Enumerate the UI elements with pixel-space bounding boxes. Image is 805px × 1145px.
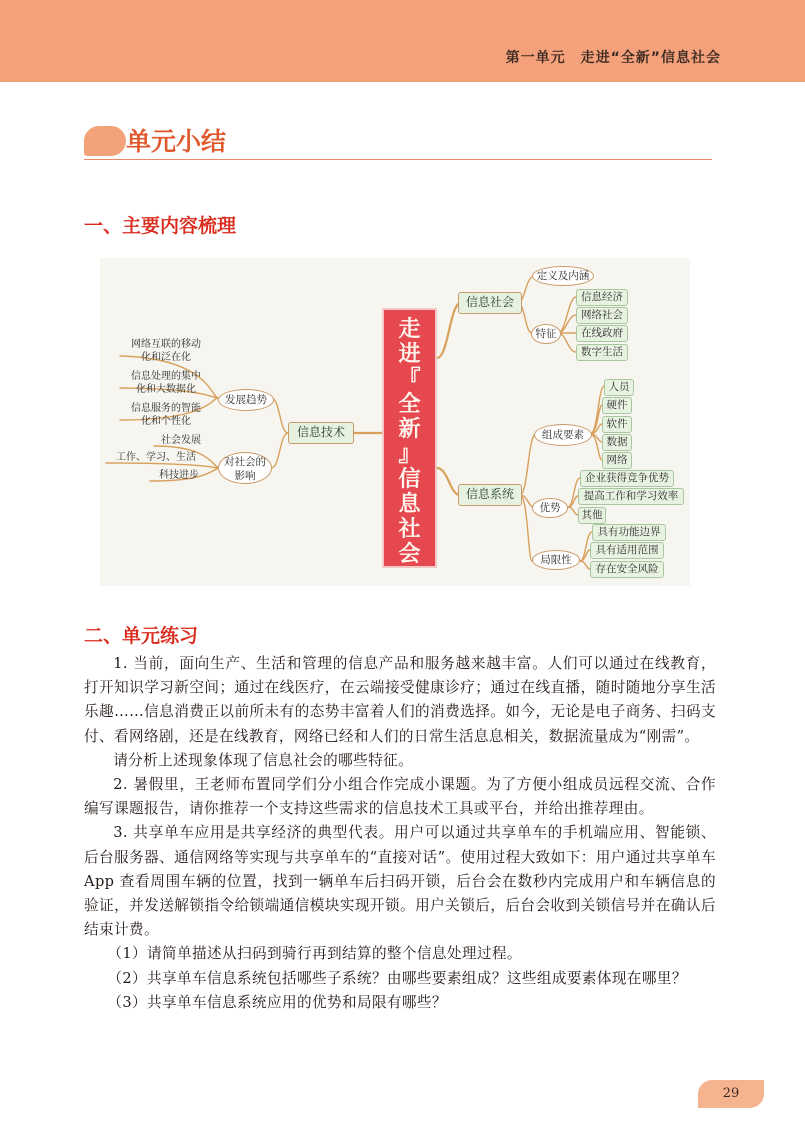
exercise-paragraph: 1. 当前，面向生产、生活和管理的信息产品和服务越来越丰富。人们可以通过在线教育，打开知识学习新空间；通过在线医疗，在云端接受健康诊疗；通过在线直播，随时随地分享生活乐趣……信息消费正以前所未有的态势丰富着人们的消费选择。如今，无论是电子商务、扫码支付、看网络剧，还是在线教育，网络已经和人们的日常生活息息相关，数据流量成为“刚需”。: [84, 655, 716, 745]
trend-item: 网络互联的移动 化和泛在化: [131, 339, 201, 363]
chapter-title: 第一单元 走进“全新”信息社会: [505, 50, 721, 66]
exercise-question: （2）共享单车信息系统包括哪些子系统？由哪些要素组成？这些组成要素体现在哪里？: [107, 969, 687, 987]
node-feature: 特征: [531, 324, 561, 344]
advantage-item: 企业获得竞争优势: [580, 470, 674, 487]
unit-summary-heading: [84, 120, 712, 160]
impact-item: 社会发展: [161, 435, 201, 446]
branch-system: [437, 468, 460, 495]
component-item: 人员: [604, 379, 634, 396]
impact-item: 科技进步: [159, 470, 199, 481]
advantage-item: 提高工作和学习效率: [578, 488, 684, 505]
node-trend: 发展趋势: [218, 389, 274, 411]
node-advantages: 优势: [532, 498, 568, 518]
impact-item: 工作、学习、生活: [116, 452, 196, 463]
node-info-system: 信息系统: [458, 484, 522, 506]
exercise-paragraph: 请分析上述现象体现了信息社会的哪些特征。: [113, 751, 414, 769]
branch-society: [437, 303, 460, 358]
mind-map: [100, 258, 690, 586]
node-info-society: 信息社会: [458, 292, 522, 314]
section-heading-exercises: 二、单元练习: [84, 625, 199, 647]
node-limits: 局限性: [532, 550, 580, 570]
limit-item: 存在安全风险: [590, 561, 664, 578]
component-item: 网络: [602, 452, 632, 469]
exercise-question: （1）请简单描述从扫码到骑行再到结算的整个信息处理过程。: [107, 945, 522, 963]
component-item: 软件: [602, 416, 632, 433]
exercise-paragraph: 3. 共享单车应用是共享经济的典型代表。用户可以通过共享单车的手机端应用、智能锁、后台服务器、通信网络等实现与共享单车的“直接对话”。使用过程大致如下：用户通过共享单车 App 查看周围车辆的位置，找到一辆单车后扫码开锁，后台会在数秒内完成用户和车辆信息的验证，并发送解锁指令给锁端通信模块实现开锁。用户关锁后，后台会收到关锁信号并在确认后结束计费。: [84, 824, 716, 939]
limit-item: 具有适用范围: [590, 542, 664, 559]
exercise-text: [84, 652, 716, 1015]
exercise-question: （3）共享单车信息系统应用的优势和局限有哪些？: [107, 993, 447, 1011]
heading-rule: [84, 159, 712, 160]
section-heading-content: 一、主要内容梳理: [84, 215, 237, 237]
component-item: 硬件: [602, 397, 632, 414]
center-topic: 走 进 『 全 新 』 信 息 社 会: [382, 308, 437, 568]
feature-item: 在线政府: [576, 325, 628, 342]
feature-item: 信息经济: [576, 289, 628, 306]
node-components: 组成要素: [534, 424, 592, 446]
page-number: 29: [698, 1080, 764, 1108]
node-info-tech: 信息技术: [288, 422, 354, 444]
trend-item: 信息处理的集中 化和大数据化: [131, 371, 201, 395]
trend-item: 信息服务的智能 化和个性化: [131, 403, 201, 427]
exercise-paragraph: 2. 暑假里，王老师布置同学们分小组合作完成小课题。为了方便小组成员远程交流、合作编写课题报告，请你推荐一个支持这些需求的信息技术工具或平台，并给出推荐理由。: [84, 776, 716, 818]
heading-decoration: [84, 126, 126, 156]
header-bar: [0, 0, 805, 82]
node-definition: 定义及内涵: [532, 266, 594, 286]
summary-title: 单元小结: [126, 127, 227, 156]
limit-item: 具有功能边界: [592, 524, 666, 541]
feature-item: 网络社会: [576, 307, 628, 324]
advantage-item: 其他: [578, 507, 606, 524]
component-item: 数据: [602, 434, 632, 451]
node-impact: 对社会的 影响: [218, 452, 272, 484]
feature-item: 数字生活: [576, 344, 628, 361]
